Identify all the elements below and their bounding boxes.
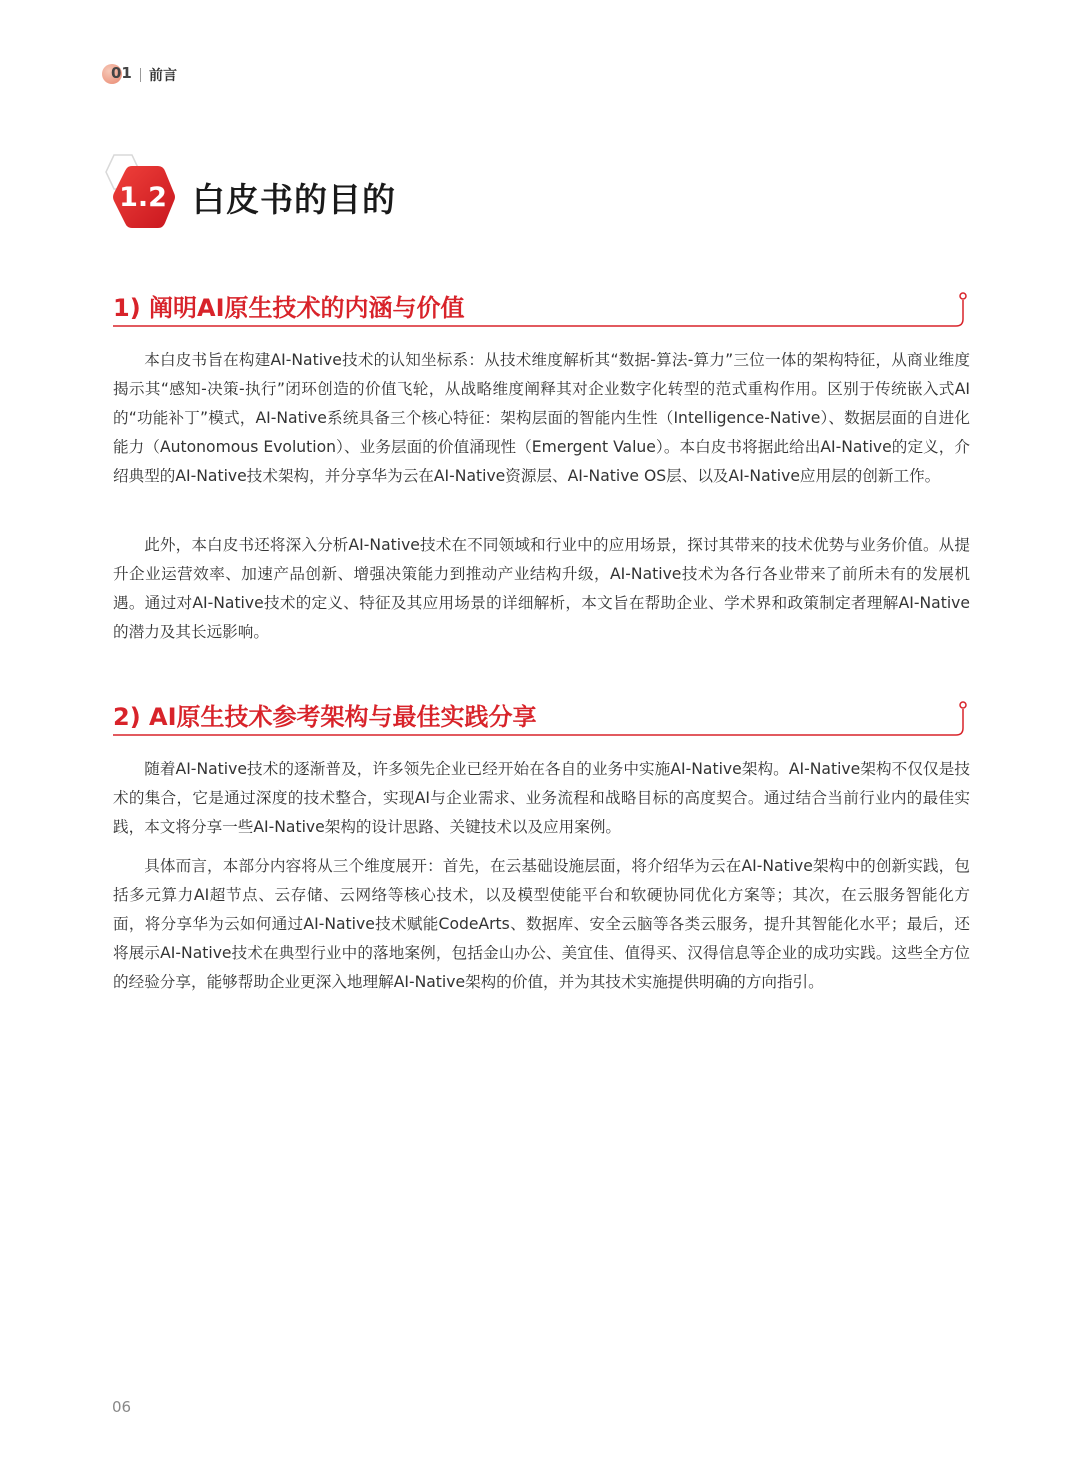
section-number: 1.2 <box>119 181 167 213</box>
subsection-heading-1 <box>113 288 968 328</box>
paragraph: 具体而言，本部分内容将从三个维度展开：首先，在云基础设施层面，将介绍华为云在AI-Native架构中的创新实践，包括多元算力AI超节点、云存储、云网络等核心技术，以及模型使能平台和软硬协同优化方案等；其次，在云服务智能化方面，将分享华为云如何通过AI-Native技术赋能CodeArts、数据库、安全云脑等各类云服务，提升其智能化水平；最后，还将展示AI-Native技术在典型行业中的落地案例，包括金山办公、美宜佳、值得买、汉得信息等企业的成功实践。这些全方位的经验分享，能够帮助企业更深入地理解AI-Native架构的价值，并为其技术实施提供明确的方向指引。 <box>113 857 970 991</box>
section-title: 白皮书的目的 <box>192 180 396 219</box>
paragraph: 此外，本白皮书还将深入分析AI-Native技术在不同领域和行业中的应用场景，探讨其带来的技术优势与业务价值。从提升企业运营效率、加速产品创新、增强决策能力到推动产业结构升级，AI-Native技术为各行各业带来了前所未有的发展机遇。通过对AI-Native技术的定义、特征及其应用场景的详细解析，本文旨在帮助企业、学术界和政策制定者理解AI-Native的潜力及其长远影响。 <box>113 536 970 641</box>
heading-underline-icon <box>113 697 968 739</box>
heading-underline-icon <box>113 288 968 330</box>
chapter-number: 01 <box>111 64 132 82</box>
paragraph: 随着AI-Native技术的逐渐普及，许多领先企业已经开始在各自的业务中实施AI-Native架构。AI-Native架构不仅仅是技术的集合，它是通过深度的技术整合，实现AI与企业需求、业务流程和战略目标的高度契合。通过结合当前行业内的最佳实践，本文将分享一些AI-Native架构的设计思路、关键技术以及应用案例。 <box>113 760 970 836</box>
chapter-title: 前言 <box>149 68 177 84</box>
running-header <box>102 62 177 88</box>
subsection-title: 1) 阐明AI原生技术的内涵与价值 <box>113 294 465 322</box>
subsection-heading-2 <box>113 697 968 737</box>
header-divider <box>140 68 141 82</box>
chapter-badge <box>102 62 132 88</box>
subsection-title: 2) AI原生技术参考架构与最佳实践分享 <box>113 703 537 731</box>
section-heading <box>92 152 592 242</box>
page-number: 06 <box>112 1398 132 1416</box>
paragraph: 本白皮书旨在构建AI-Native技术的认知坐标系：从技术维度解析其“数据-算法-算力”三位一体的架构特征，从商业维度揭示其“感知-决策-执行”闭环创造的价值飞轮，从战略维度阐释其对企业数字化转型的范式重构作用。区别于传统嵌入式AI的“功能补丁”模式，AI-Native系统具备三个核心特征：架构层面的智能内生性（Intelligence-Native）、数据层面的自进化能力（Autonomous Evolution）、业务层面的价值涌现性（Emergent Value）。本白皮书将据此给出AI-Native的定义，介绍典型的AI-Native技术架构，并分享华为云在AI-Native资源层、AI-Native OS层、以及AI-Native应用层的创新工作。 <box>113 351 970 485</box>
